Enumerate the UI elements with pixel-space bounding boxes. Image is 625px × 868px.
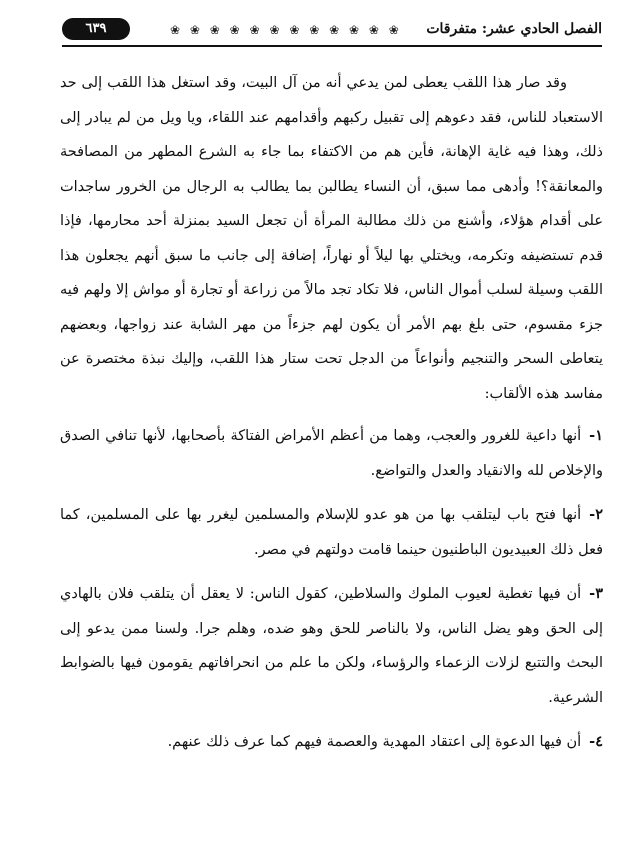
list-item: [60, 498, 603, 567]
list-item-number: ١-: [589, 427, 603, 444]
ornament-band: [168, 21, 406, 39]
list-item: [60, 725, 603, 760]
ornament-icon: ❀: [170, 23, 182, 37]
list-item-number: ٤-: [589, 733, 603, 750]
ornament-icon: ❀: [229, 23, 241, 37]
ornament-icon: ❀: [269, 23, 281, 37]
header-rule: [62, 45, 602, 47]
ornament-icon: ❀: [349, 23, 361, 37]
list-item: [60, 577, 603, 715]
ornament-icon: ❀: [388, 23, 400, 37]
ornament-icon: ❀: [368, 23, 380, 37]
body-text: [60, 66, 603, 856]
chapter-title: الفصل الحادي عشر: متفرقات: [426, 21, 602, 37]
ornament-icon: ❀: [209, 23, 221, 37]
ornament-icon: ❀: [289, 23, 301, 37]
page-number-badge: ٦٣٩: [62, 18, 130, 40]
list-item-text: أن فيها الدعوة إلى اعتقاد المهدية والعصمة فيهم كما عرف ذلك عنهم.: [167, 734, 582, 750]
list-item-number: ٣-: [589, 585, 603, 602]
ornament-icon: ❀: [189, 23, 201, 37]
ornament-icon: ❀: [249, 23, 261, 37]
list-item: [60, 419, 603, 488]
ornament-icon: ❀: [309, 23, 321, 37]
list-item-text: أن فيها تغطية لعيوب الملوك والسلاطين، كقول الناس: لا يعقل أن يتلقب فلان بالهادي إلى الحق وهو يضل الناس، ولا بالناصر للحق وهو ضده، وهلم جرا. ولسنا ممن يدعو إلى البحث والتتبع لزلات الزعماء والرؤساء، ولكن ما علم من انحرافاتهم يقومون فيها بالضوابط الشرعية.: [60, 586, 603, 706]
list-item-number: ٢-: [589, 506, 603, 523]
list-item-text: أنها فتح باب ليتلقب بها من هو عدو للإسلام والمسلمين ليغرر بها على المسلمين، كما فعل ذلك العبيديون الباطنيون حينما قامت دولتهم في مصر.: [60, 507, 603, 558]
list-item-text: أنها داعية للغرور والعجب، وهما من أعظم الأمراض الفتاكة بأصحابها، لأنها تنافي الصدق والإخلاص لله والانقياد والعدل والتواضع.: [60, 428, 603, 479]
ornament-icon: ❀: [329, 23, 341, 37]
running-header: [62, 16, 602, 46]
intro-paragraph: وقد صار هذا اللقب يعطى لمن يدعي أنه من آل البيت، وقد استغل هذا اللقب إلى حد الاستعباد للناس، فقد دعوهم إلى تقبيل ركبهم وأقدامهم عند اللقاء، ويا ويل من لم يبادر إلى ذلك، وهذا فيه غاية الإهانة، فأين هم من الاكتفاء بما جاء به الشرع المطهر من المصافحة والمعانقة؟! وأدهى مما سبق، أن النساء يطالبن بما يطالب به الرجال من الخرور ساجدات على أقدام هؤلاء، وأشنع من ذلك مطالبة المرأة أن تجعل السيد بمنزلة أحد محارمها، فإذا قدم تستضيفه وتكرمه، ويختلي بها ليلاً أو نهاراً، إضافة إلى جانب ما سبق أنهم يجعلون هذا اللقب وسيلة لسلب أموال الناس، فلا تكاد تجد مالاً من زراعة أو تجارة أو مواش إلا ولهم فيه جزء مقسوم، حتى بلغ بهم الأمر أن يكون لهم جزءاً من مهر الشابة عند زواجها، وبعضهم يتعاطى السحر والتنجيم وأنواعاً من الدجل تحت ستار هذا اللقب، وإليك نبذة مختصرة عن مفاسد هذه الألقاب:: [60, 75, 603, 402]
